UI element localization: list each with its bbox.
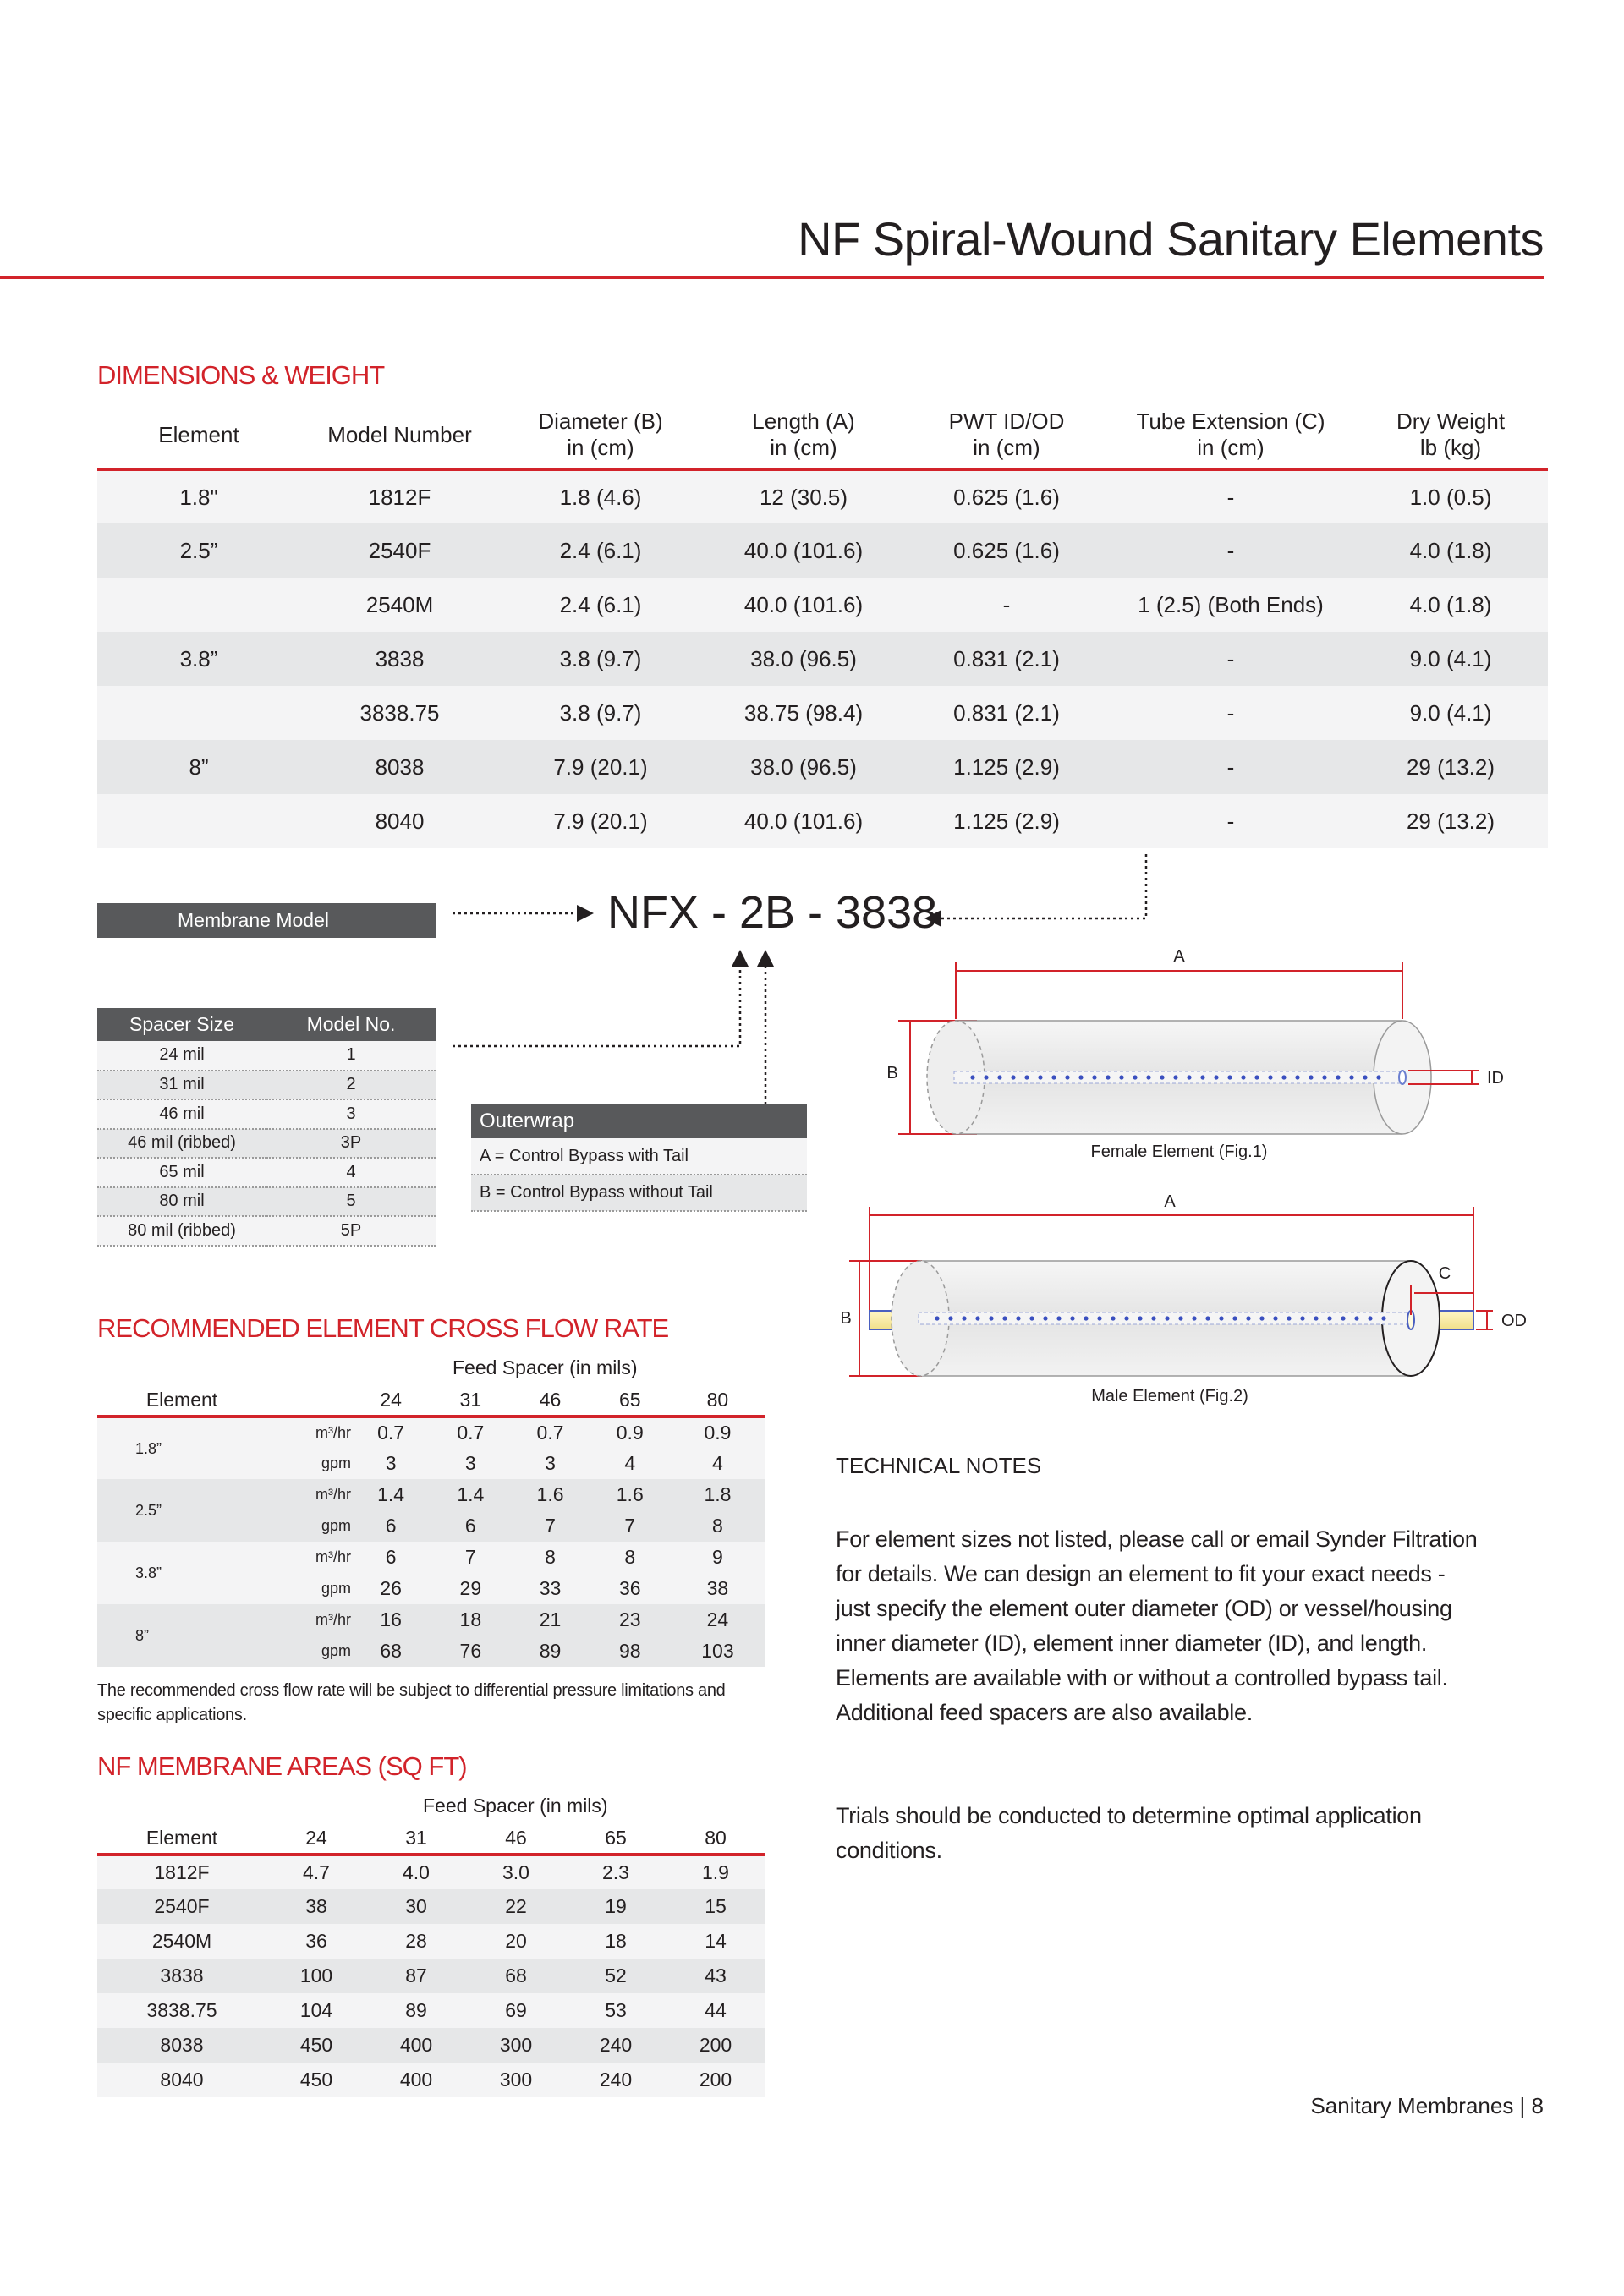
- areas-header-cell: 46: [466, 1822, 566, 1855]
- cross-flow-header-cell: 24: [351, 1384, 431, 1417]
- areas-cell: 2540F: [97, 1889, 266, 1924]
- areas-cell: 450: [266, 2028, 366, 2063]
- permeate-hole: [1124, 1316, 1128, 1320]
- areas-cell: 2540M: [97, 1924, 266, 1959]
- areas-cell: 100: [266, 1959, 366, 1993]
- dimensions-cell: 3.8 (9.7): [499, 632, 702, 686]
- dimensions-cell: 2.4 (6.1): [499, 578, 702, 632]
- dimensions-cell: 29 (13.2): [1353, 740, 1548, 794]
- cross-flow-value: 9: [670, 1542, 765, 1573]
- dimensions-cell: 38.0 (96.5): [702, 740, 905, 794]
- permeate-hole: [1173, 1075, 1177, 1079]
- cross-flow-unit: m³/hr: [250, 1604, 351, 1636]
- permeate-hole: [1119, 1075, 1123, 1079]
- cross-flow-value: 18: [431, 1604, 510, 1636]
- cross-flow-value: 8: [670, 1510, 765, 1542]
- dimensions-cell: 2540F: [300, 523, 499, 578]
- areas-cell: 3838.75: [97, 1993, 266, 2028]
- cross-flow-row: [97, 1479, 765, 1510]
- permeate-hole: [984, 1075, 988, 1079]
- permeate-hole: [1002, 1316, 1007, 1320]
- dimensions-cell: 9.0 (4.1): [1353, 686, 1548, 740]
- permeate-hole: [1214, 1075, 1218, 1079]
- areas-cell: 300: [466, 2063, 566, 2097]
- permeate-hole: [1349, 1075, 1353, 1079]
- cross-flow-value: 4: [590, 1448, 670, 1479]
- cross-flow-header-cell: 80: [670, 1384, 765, 1417]
- permeate-hole: [1029, 1316, 1034, 1320]
- permeate-hole: [1043, 1316, 1047, 1320]
- cross-flow-value: 98: [590, 1636, 670, 1667]
- permeate-hole: [1281, 1075, 1286, 1079]
- permeate-hole: [1341, 1316, 1345, 1320]
- spacer-cell: 3P: [266, 1129, 436, 1159]
- cross-flow-header-cell: Element: [97, 1384, 250, 1417]
- cross-flow-caption: Feed Spacer (in mils): [453, 1356, 638, 1378]
- areas-cell: 44: [666, 1993, 765, 2028]
- areas-cell: 14: [666, 1924, 765, 1959]
- permeate-hole: [1151, 1316, 1155, 1320]
- dimensions-cell: 1.125 (2.9): [905, 740, 1108, 794]
- dimensions-cell: 7.9 (20.1): [499, 740, 702, 794]
- permeate-hole: [1336, 1075, 1340, 1079]
- cross-flow-value: 0.7: [510, 1417, 590, 1448]
- cross-flow-header-cell: 46: [510, 1384, 590, 1417]
- areas-cell: 1812F: [97, 1855, 266, 1889]
- cross-flow-value: 3: [351, 1448, 431, 1479]
- dimensions-cell: 40.0 (101.6): [702, 578, 905, 632]
- areas-cell: 43: [666, 1959, 765, 1993]
- permeate-hole: [1070, 1316, 1074, 1320]
- permeate-hole: [1138, 1316, 1142, 1320]
- permeate-hole: [1254, 1075, 1259, 1079]
- areas-cell: 200: [666, 2063, 765, 2097]
- areas-cell: 68: [466, 1959, 566, 1993]
- cross-flow-unit: gpm: [250, 1510, 351, 1542]
- areas-cell: 3838: [97, 1959, 266, 1993]
- permeate-hole: [1084, 1316, 1088, 1320]
- areas-cell: 8038: [97, 2028, 266, 2063]
- page-title: NF Spiral-Wound Sanitary Elements: [798, 212, 1544, 266]
- permeate-hole: [1227, 1075, 1232, 1079]
- dimensions-cell: -: [1108, 794, 1353, 848]
- dimensions-cell: 1.125 (2.9): [905, 794, 1108, 848]
- cross-flow-note: The recommended cross flow rate will be subject to differential pressure limitations and specific applications.: [97, 1681, 726, 1724]
- spacer-cell: 31 mil: [97, 1071, 266, 1100]
- areas-cell: 450: [266, 2063, 366, 2097]
- spacer-cell: 46 mil: [97, 1099, 266, 1129]
- outerwrap-cell: B = Control Bypass without Tail: [471, 1175, 807, 1211]
- dimensions-cell: 2.4 (6.1): [499, 523, 702, 578]
- female-label-a: A: [1173, 947, 1185, 966]
- areas-cell: 400: [366, 2063, 466, 2097]
- permeate-hole: [1246, 1316, 1250, 1320]
- cross-flow-value: 68: [351, 1636, 431, 1667]
- spacer-cell: 1: [266, 1041, 436, 1071]
- areas-cell: 400: [366, 2028, 466, 2063]
- cross-flow-value: 7: [590, 1510, 670, 1542]
- permeate-hole: [1309, 1075, 1313, 1079]
- dimensions-cell: -: [1108, 632, 1353, 686]
- areas-cell: 200: [666, 2028, 765, 2063]
- dimensions-cell: 40.0 (101.6): [702, 794, 905, 848]
- cross-flow-header-cell: 65: [590, 1384, 670, 1417]
- permeate-hole: [1295, 1075, 1299, 1079]
- spacer-header-cell: Model No.: [266, 1008, 436, 1041]
- dimensions-cell: 1.8": [97, 469, 300, 523]
- permeate-hole: [1011, 1075, 1015, 1079]
- male-label-od: OD: [1501, 1312, 1527, 1330]
- areas-row: [97, 2028, 765, 2063]
- dimensions-cell: 1.8 (4.6): [499, 469, 702, 523]
- dimensions-cell: 4.0 (1.8): [1353, 523, 1548, 578]
- areas-header-cell: 65: [566, 1822, 666, 1855]
- dimensions-cell: 2540M: [300, 578, 499, 632]
- female-label-b: B: [886, 1064, 898, 1082]
- cross-flow-value: 16: [351, 1604, 431, 1636]
- areas-table: [97, 1822, 765, 2097]
- cross-flow-value: 1.6: [510, 1479, 590, 1510]
- areas-cell: 22: [466, 1889, 566, 1924]
- spacer-cell: 3: [266, 1099, 436, 1129]
- dimensions-cell: -: [1108, 523, 1353, 578]
- technical-notes-title: TECHNICAL NOTES: [836, 1453, 1042, 1478]
- areas-header-cell: 24: [266, 1822, 366, 1855]
- permeate-hole: [1146, 1075, 1150, 1079]
- dimensions-cell: 4.0 (1.8): [1353, 578, 1548, 632]
- permeate-hole: [1056, 1316, 1061, 1320]
- dimensions-cell: 3.8 (9.7): [499, 686, 702, 740]
- areas-cell: 20: [466, 1924, 566, 1959]
- dimensions-cell: 9.0 (4.1): [1353, 632, 1548, 686]
- permeate-hole: [1327, 1316, 1331, 1320]
- female-label-id: ID: [1487, 1069, 1504, 1088]
- connector-model-number: [926, 854, 1146, 918]
- dimensions-cell: 8”: [97, 740, 300, 794]
- dimensions-cell: 38.75 (98.4): [702, 686, 905, 740]
- dimensions-header-cell: Diameter (B) in (cm): [499, 402, 702, 469]
- permeate-hole: [1092, 1075, 1096, 1079]
- permeate-hole: [1259, 1316, 1264, 1320]
- female-element-figure: [846, 943, 1590, 1180]
- cross-flow-header-cell: [250, 1384, 351, 1417]
- dimensions-cell: 38.0 (96.5): [702, 632, 905, 686]
- areas-cell: 18: [566, 1924, 666, 1959]
- female-caption: Female Element (Fig.1): [1090, 1143, 1268, 1161]
- areas-cell: 4.0: [366, 1855, 466, 1889]
- permeate-hole: [948, 1316, 952, 1320]
- permeate-hole: [1287, 1316, 1291, 1320]
- cross-flow-value: 29: [431, 1573, 510, 1604]
- cross-flow-unit: gpm: [250, 1448, 351, 1479]
- areas-header-cell: 31: [366, 1822, 466, 1855]
- dimensions-header-cell: PWT ID/OD in (cm): [905, 402, 1108, 469]
- permeate-hole: [1219, 1316, 1223, 1320]
- cross-flow-value: 103: [670, 1636, 765, 1667]
- cross-flow-unit: m³/hr: [250, 1417, 351, 1448]
- dimensions-cell: 0.831 (2.1): [905, 632, 1108, 686]
- cross-flow-value: 0.7: [431, 1417, 510, 1448]
- membrane-model-label: Membrane Model: [97, 903, 436, 938]
- cross-flow-value: 6: [431, 1510, 510, 1542]
- cross-flow-unit: gpm: [250, 1636, 351, 1667]
- dimensions-header-cell: Model Number: [300, 402, 499, 469]
- areas-cell: 2.3: [566, 1855, 666, 1889]
- permeate-hole: [962, 1316, 966, 1320]
- dimensions-cell: -: [1108, 740, 1353, 794]
- permeate-hole: [935, 1316, 939, 1320]
- page-footer: Sanitary Membranes | 8: [1310, 2093, 1544, 2118]
- cross-flow-value: 1.6: [590, 1479, 670, 1510]
- cross-flow-value: 3: [510, 1448, 590, 1479]
- permeate-hole: [1024, 1075, 1029, 1079]
- areas-row: [97, 1855, 765, 1889]
- cross-flow-value: 3: [431, 1448, 510, 1479]
- permeate-hole: [1368, 1316, 1372, 1320]
- areas-cell: 4.7: [266, 1855, 366, 1889]
- areas-header-row: [97, 1822, 765, 1855]
- dimensions-cell: 3.8”: [97, 632, 300, 686]
- cross-flow-row: [97, 1542, 765, 1573]
- permeate-hole: [1205, 1316, 1210, 1320]
- permeate-hole: [975, 1316, 979, 1320]
- spacer-cell: 80 mil (ribbed): [97, 1216, 266, 1246]
- permeate-hole: [1192, 1316, 1196, 1320]
- cross-flow-value: 7: [431, 1542, 510, 1573]
- cross-flow-value: 0.9: [590, 1417, 670, 1448]
- areas-cell: 52: [566, 1959, 666, 1993]
- cross-flow-unit: m³/hr: [250, 1479, 351, 1510]
- areas-row: [97, 1924, 765, 1959]
- permeate-hole: [1111, 1316, 1115, 1320]
- permeate-hole: [1106, 1075, 1110, 1079]
- permeate-hole: [1016, 1316, 1020, 1320]
- permeate-hole: [1065, 1075, 1069, 1079]
- spacer-cell: 4: [266, 1158, 436, 1187]
- dimensions-cell: 12 (30.5): [702, 469, 905, 523]
- dimensions-cell: 0.831 (2.1): [905, 686, 1108, 740]
- spacer-cell: 80 mil: [97, 1187, 266, 1217]
- areas-header-cell: Element: [97, 1822, 266, 1855]
- cross-flow-value: 21: [510, 1604, 590, 1636]
- cross-flow-value: 1.4: [351, 1479, 431, 1510]
- areas-cell: 1.9: [666, 1855, 765, 1889]
- male-element-figure: [837, 1188, 1590, 1433]
- dimensions-cell: 0.625 (1.6): [905, 523, 1108, 578]
- areas-cell: 30: [366, 1889, 466, 1924]
- permeate-hole: [1165, 1316, 1169, 1320]
- areas-cell: 89: [366, 1993, 466, 2028]
- areas-cell: 104: [266, 1993, 366, 2028]
- dimensions-cell: 7.9 (20.1): [499, 794, 702, 848]
- areas-cell: 38: [266, 1889, 366, 1924]
- areas-cell: 240: [566, 2028, 666, 2063]
- cross-flow-value: 38: [670, 1573, 765, 1604]
- spacer-cell: 2: [266, 1071, 436, 1100]
- permeate-hole: [1160, 1075, 1164, 1079]
- cross-flow-value: 89: [510, 1636, 590, 1667]
- permeate-hole: [1232, 1316, 1237, 1320]
- male-caption: Male Element (Fig.2): [1091, 1387, 1248, 1406]
- cross-flow-value: 26: [351, 1573, 431, 1604]
- dimensions-cell: 8040: [300, 794, 499, 848]
- permeate-hole: [1300, 1316, 1304, 1320]
- permeate-hole: [1273, 1316, 1277, 1320]
- permeate-hole: [1314, 1316, 1318, 1320]
- cross-flow-value: 36: [590, 1573, 670, 1604]
- cross-flow-header-cell: 31: [431, 1384, 510, 1417]
- permeate-hole: [1187, 1075, 1191, 1079]
- areas-caption: Feed Spacer (in mils): [423, 1795, 608, 1817]
- cross-flow-value: 24: [670, 1604, 765, 1636]
- male-label-c: C: [1438, 1264, 1451, 1283]
- areas-cell: 3.0: [466, 1855, 566, 1889]
- dimensions-title: DIMENSIONS & WEIGHT: [97, 360, 385, 390]
- dimensions-header-cell: Dry Weight lb (kg): [1353, 402, 1548, 469]
- dimensions-cell: 29 (13.2): [1353, 794, 1548, 848]
- cross-flow-element: 8”: [97, 1604, 250, 1667]
- dimensions-cell: 1 (2.5) (Both Ends): [1108, 578, 1353, 632]
- dimensions-cell: 40.0 (101.6): [702, 523, 905, 578]
- dimensions-header-cell: Element: [97, 402, 300, 469]
- permeate-hole: [1354, 1316, 1358, 1320]
- spacer-header-cell: Spacer Size: [97, 1008, 266, 1041]
- permeate-hole: [1363, 1075, 1367, 1079]
- cross-flow-value: 0.7: [351, 1417, 431, 1448]
- cross-flow-element: 2.5”: [97, 1479, 250, 1542]
- areas-cell: 19: [566, 1889, 666, 1924]
- permeate-hole: [1178, 1316, 1182, 1320]
- spacer-cell: 5P: [266, 1216, 436, 1246]
- areas-cell: 87: [366, 1959, 466, 1993]
- dimensions-cell: 2.5”: [97, 523, 300, 578]
- male-label-b: B: [840, 1309, 852, 1328]
- cross-flow-element: 3.8”: [97, 1542, 250, 1604]
- dimensions-header-cell: Length (A) in (cm): [702, 402, 905, 469]
- permeate-hole: [1051, 1075, 1056, 1079]
- permeate-hole: [1381, 1316, 1385, 1320]
- technical-notes-paragraph-1: For element sizes not listed, please call or email Synder Filtration for details. We can design an element to fit your exact needs - just specify the element outer diameter (OD) or vessel/housing inner diameter (ID), element inner diameter (ID), and length. Elements are available with or without a controlled bypass tail. Additional feed spacers are also available.: [836, 1526, 1478, 1725]
- areas-cell: 69: [466, 1993, 566, 2028]
- spacer-cell: 46 mil (ribbed): [97, 1129, 266, 1159]
- cross-flow-value: 23: [590, 1604, 670, 1636]
- permeate-hole: [1038, 1075, 1042, 1079]
- dimensions-cell: 1.0 (0.5): [1353, 469, 1548, 523]
- permeate-hole: [1268, 1075, 1272, 1079]
- permeate-hole: [1133, 1075, 1137, 1079]
- areas-row: [97, 1993, 765, 2028]
- permeate-hole: [1200, 1075, 1204, 1079]
- cross-flow-value: 33: [510, 1573, 590, 1604]
- cross-flow-row: [97, 1604, 765, 1636]
- areas-row: [97, 2063, 765, 2097]
- cross-flow-value: 8: [510, 1542, 590, 1573]
- outerwrap-header: Outerwrap: [471, 1104, 807, 1138]
- connector-spacer: [453, 951, 740, 1046]
- dimensions-cell: -: [1108, 686, 1353, 740]
- cross-flow-element: 1.8”: [97, 1417, 250, 1479]
- technical-notes-paragraph-2: Trials should be conducted to determine optimal application conditions.: [836, 1803, 1422, 1863]
- cross-flow-value: 0.9: [670, 1417, 765, 1448]
- cross-flow-unit: gpm: [250, 1573, 351, 1604]
- cross-flow-value: 76: [431, 1636, 510, 1667]
- spacer-cell: 5: [266, 1187, 436, 1217]
- areas-cell: 240: [566, 2063, 666, 2097]
- dimensions-cell: -: [905, 578, 1108, 632]
- dimensions-cell: 3838: [300, 632, 499, 686]
- cross-flow-header-row: [97, 1384, 765, 1417]
- permeate-hole: [970, 1075, 974, 1079]
- dimensions-cell: 8038: [300, 740, 499, 794]
- cross-flow-value: 6: [351, 1510, 431, 1542]
- dimensions-header-cell: Tube Extension (C) in (cm): [1108, 402, 1353, 469]
- cross-flow-value: 8: [590, 1542, 670, 1573]
- dimensions-cell: 3838.75: [300, 686, 499, 740]
- outerwrap-cell: A = Control Bypass with Tail: [471, 1138, 807, 1175]
- model-code: NFX - 2B - 3838: [607, 887, 938, 938]
- permeate-hole: [1097, 1316, 1101, 1320]
- spacer-cell: 65 mil: [97, 1158, 266, 1187]
- dimensions-cell: 1812F: [300, 469, 499, 523]
- areas-cell: 15: [666, 1889, 765, 1924]
- permeate-hole: [1078, 1075, 1083, 1079]
- areas-title: NF MEMBRANE AREAS (SQ FT): [97, 1751, 467, 1781]
- cross-flow-value: 7: [510, 1510, 590, 1542]
- areas-cell: 300: [466, 2028, 566, 2063]
- cross-flow-value: 4: [670, 1448, 765, 1479]
- cross-flow-table: [97, 1384, 765, 1667]
- areas-cell: 53: [566, 1993, 666, 2028]
- cross-flow-value: 6: [351, 1542, 431, 1573]
- permeate-hole: [1241, 1075, 1245, 1079]
- areas-header-cell: 80: [666, 1822, 765, 1855]
- cross-flow-value: 1.4: [431, 1479, 510, 1510]
- cross-flow-unit: m³/hr: [250, 1542, 351, 1573]
- permeate-hole: [997, 1075, 1001, 1079]
- areas-row: [97, 1889, 765, 1924]
- cross-flow-row: [97, 1417, 765, 1448]
- spacer-cell: 24 mil: [97, 1041, 266, 1071]
- cross-flow-value: 1.8: [670, 1479, 765, 1510]
- areas-row: [97, 1959, 765, 1993]
- permeate-hole: [1322, 1075, 1326, 1079]
- dimensions-cell: -: [1108, 469, 1353, 523]
- areas-cell: 28: [366, 1924, 466, 1959]
- cross-flow-title: RECOMMENDED ELEMENT CROSS FLOW RATE: [97, 1313, 669, 1343]
- permeate-hole: [1376, 1075, 1380, 1079]
- permeate-hole: [989, 1316, 993, 1320]
- dimensions-cell: 0.625 (1.6): [905, 469, 1108, 523]
- male-label-a: A: [1164, 1192, 1176, 1211]
- areas-cell: 36: [266, 1924, 366, 1959]
- areas-cell: 8040: [97, 2063, 266, 2097]
